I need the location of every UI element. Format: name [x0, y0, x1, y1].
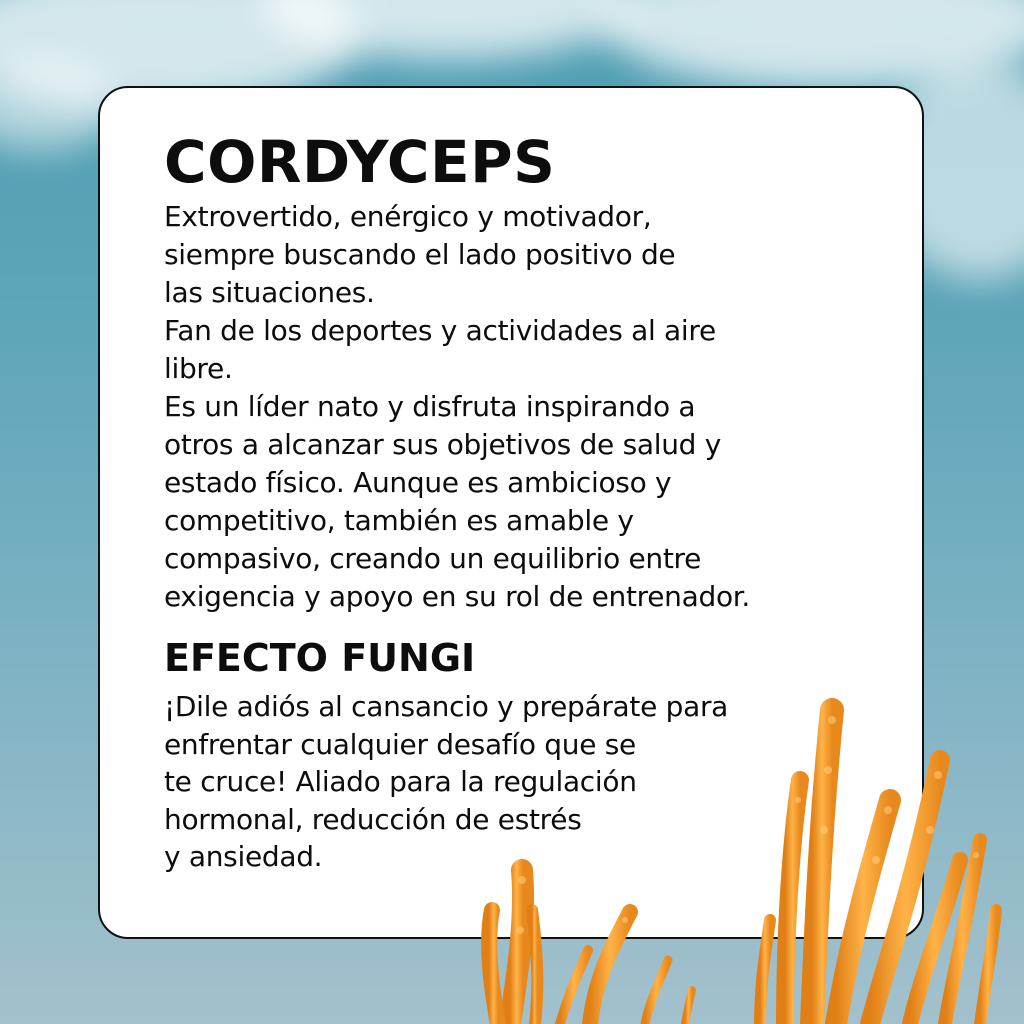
fungi-stalk [489, 910, 498, 1024]
effect-line: hormonal, reducción de estrés [164, 802, 582, 836]
description-line: compasivo, creando un equilibrio entre [164, 542, 702, 575]
description-line: Extrovertido, enérgico y motivador, [164, 200, 652, 233]
fungi-stalk [760, 920, 770, 1024]
cordyceps-fungi-illustration [440, 680, 1024, 1024]
description-line: las situaciones. [164, 276, 375, 309]
fungi-stalk [532, 910, 537, 1024]
fungi-stalk [980, 910, 996, 1024]
effect-line: enfrentar cualquier desafío que se [164, 727, 636, 761]
fungi-stalk [685, 990, 692, 1024]
fungi-stalk [785, 780, 800, 1024]
effect-line: y ansiedad. [164, 840, 323, 873]
description-line: estado físico. Aunque es ambicioso y [164, 466, 672, 499]
fungi-stalk [645, 960, 668, 1024]
fungi-stalk [812, 710, 832, 1024]
description-line: libre. [164, 352, 233, 385]
fungi-stalk [590, 912, 630, 1024]
card-title: CORDYCEPS [164, 128, 556, 196]
description-line: otros a alcanzar sus objetivos de salud y [164, 428, 721, 461]
card-description [164, 198, 884, 616]
effect-title: EFECTO FUNGI [164, 636, 476, 680]
description-line: siempre buscando el lado positivo de [164, 238, 676, 271]
description-line: exigencia y apoyo en su rol de entrenador. [164, 580, 751, 613]
description-line: Es un líder nato y disfruta inspirando a [164, 390, 696, 423]
description-line: competitivo, también es amable y [164, 504, 634, 537]
effect-line: te cruce! Aliado para la regulación [164, 765, 637, 798]
description-line: Fan de los deportes y actividades al aire [164, 314, 716, 347]
fungi-stalk [510, 870, 523, 1024]
effect-line: ¡Dile adiós al cansancio y prepárate para [164, 690, 729, 723]
